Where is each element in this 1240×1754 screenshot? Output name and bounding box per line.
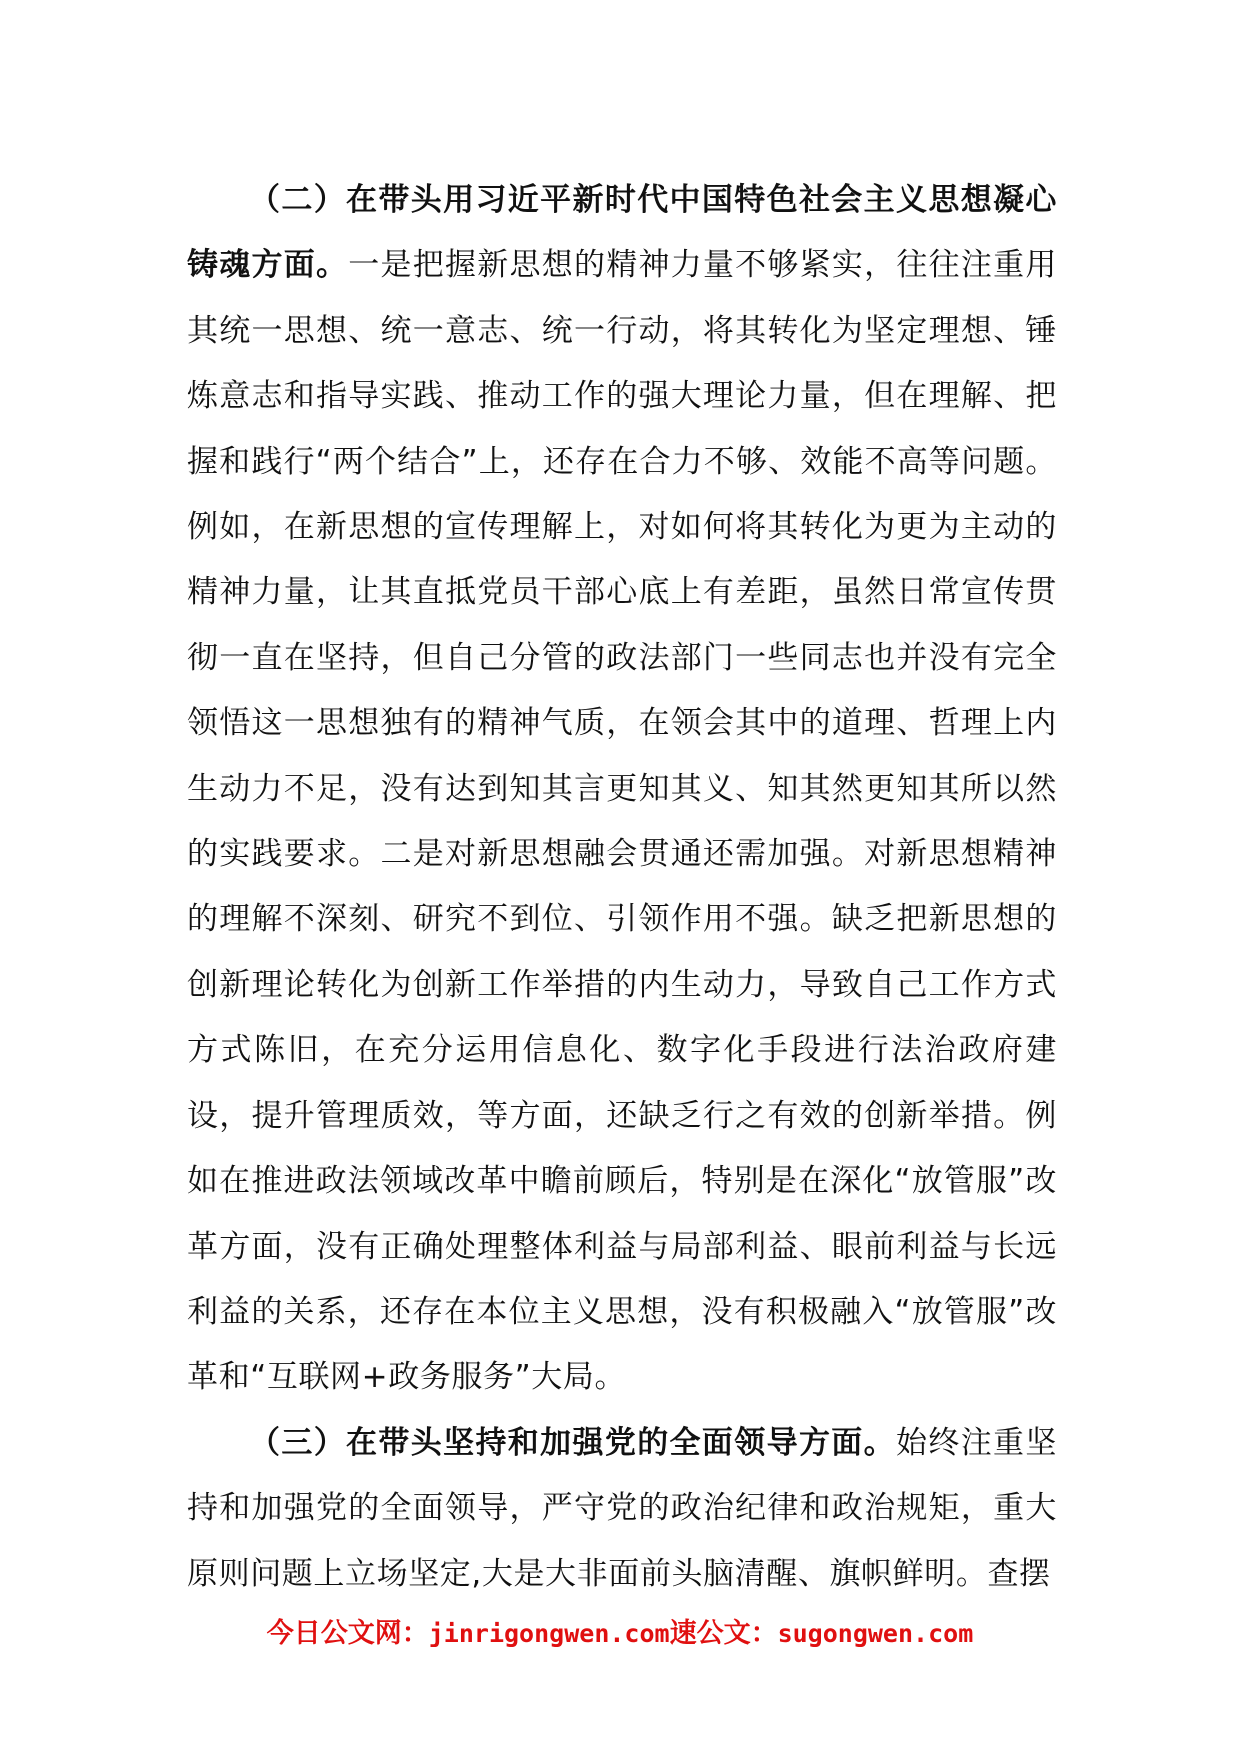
section-3-heading: （三）在带头坚持和加强党的全面领导方面。 [249,1424,896,1461]
footer-label-su: 速公文： [669,1618,778,1649]
footer-site-su: sugongwen.com [777,1619,974,1648]
document-body [187,168,1057,1607]
footer-site-jinri: jinrigongwen.com [428,1619,670,1648]
section-3-text: 始终注重坚持和加强党的全面领导，严守党的政治纪律和政治规矩，重大原则问题上立场坚定,大是大非面前头脑清醒、旗帜鲜明。查摆 [187,1424,1057,1592]
paragraph-section-2 [187,168,1057,1411]
section-2-text: 一是把握新思想的精神力量不够紧实，往往注重用其统一思想、统一意志、统一行动，将其转化为坚定理想、锤炼意志和指导实践、推动工作的强大理论力量，但在理解、把握和践行“两个结合”上，还存在合力不够、效能不高等问题。例如，在新思想的宣传理解上，对如何将其转化为更为主动的精神力量，让其直抵党员干部心底上有差距，虽然日常宣传贯彻一直在坚持，但自己分管的政法部门一些同志也并没有完全领悟这一思想独有的精神气质，在领会其中的道理、哲理上内生动力不足，没有达到知其言更知其义、知其然更知其所以然的实践要求。二是对新思想融会贯通还需加强。对新思想精神的理解不深刻、研究不到位、引领作用不强。缺乏把新思想的创新理论转化为创新工作举措的内生动力，导致自己工作方式方式陈旧，在充分运用信息化、数字化手段进行法治政府建设，提升管理质效，等方面，还缺乏行之有效的创新举措。例如在推进政法领域改革中瞻前顾后，特别是在深化“放管服”改革方面，没有正确处理整体利益与局部利益、眼前利益与长远利益的关系，还存在本位主义思想，没有积极融入“放管服”改革和“互联网+政务服务”大局。 [187,247,1057,1396]
section-2-heading: （二）在带头用习近平新时代中国特色社会主义思想凝心铸魂方面。 [187,182,1057,284]
paragraph-section-3 [187,1411,1057,1607]
footer-label-jinri: 今日公文网： [266,1618,429,1649]
footer-watermark [0,1611,1240,1650]
